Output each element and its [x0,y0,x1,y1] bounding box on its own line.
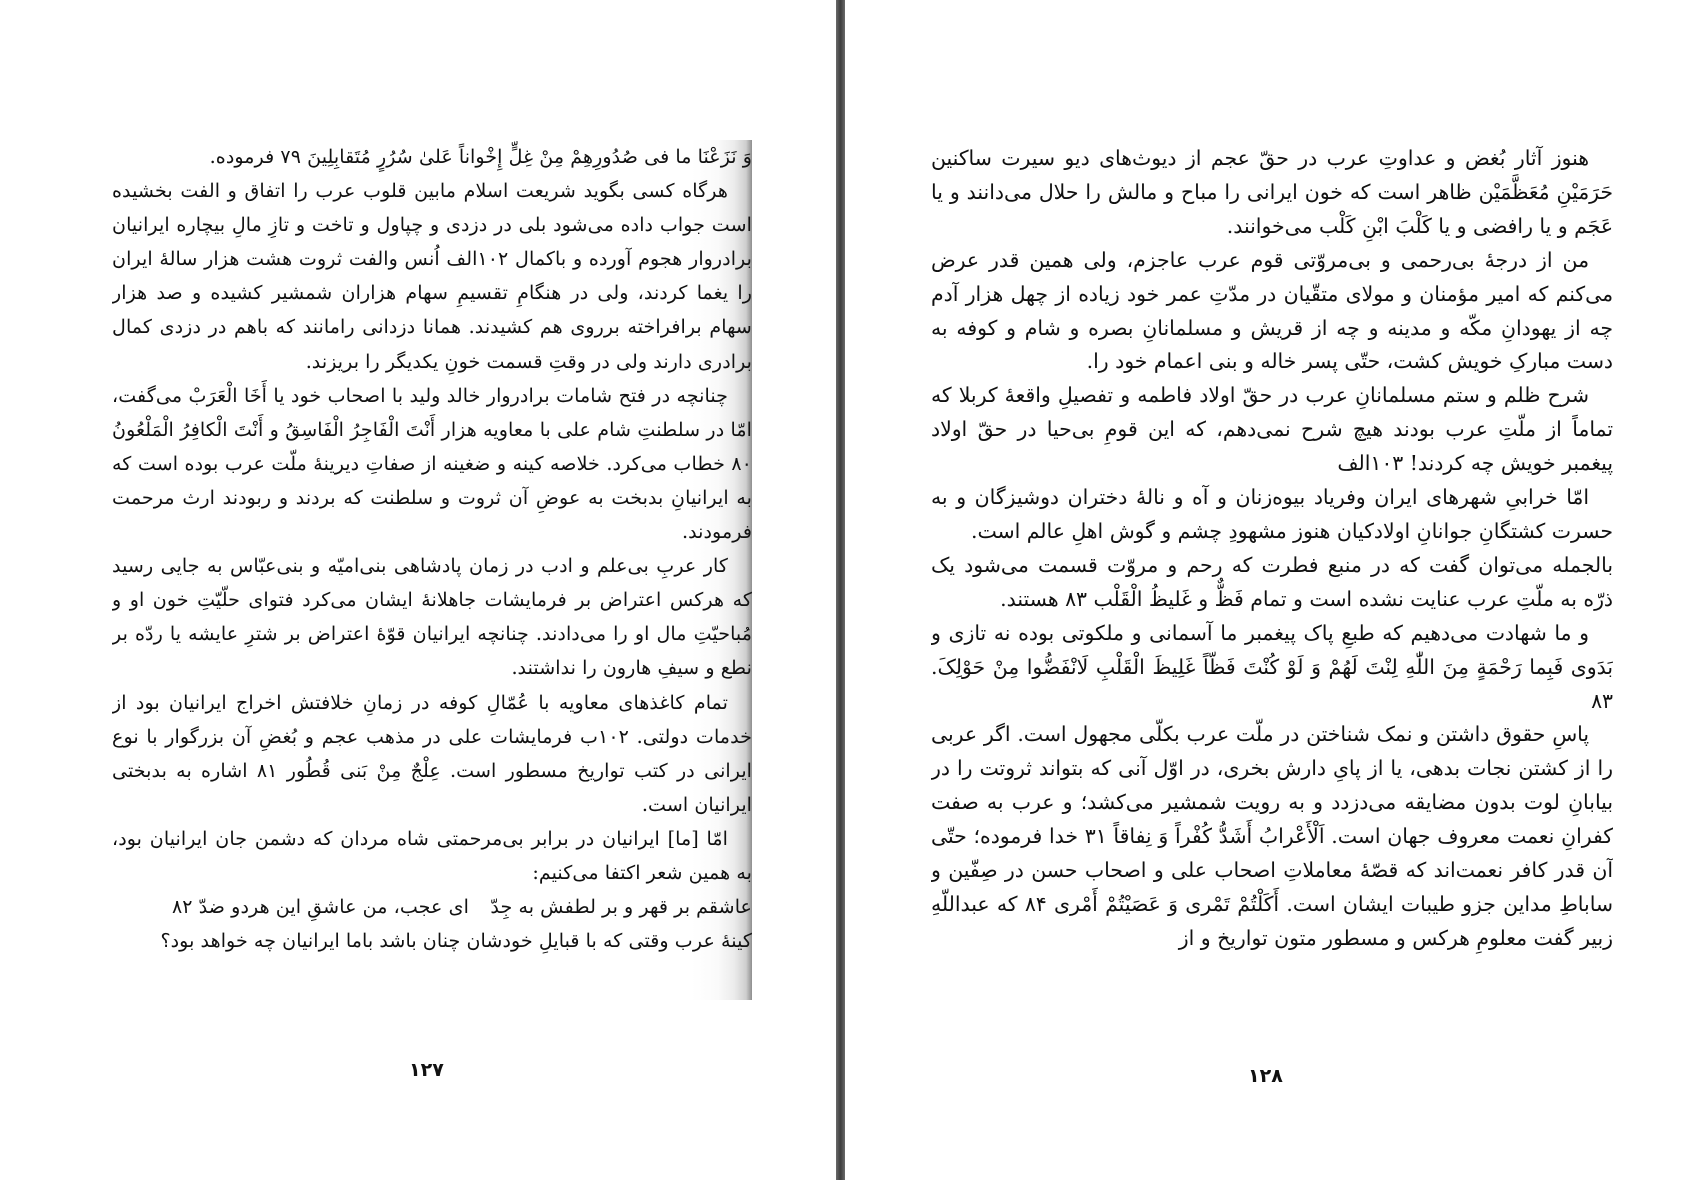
poem-verse [112,890,752,924]
verse-hemistich-second: ای عجب، من عاشقِ این هردو ضدّ ۸۲ [172,895,469,919]
right-page-text [931,142,1613,1004]
left-page [0,0,836,1180]
paragraph: هنوز آثار بُغض و عداوتِ عرب در حقّ عجم از دیوث‌های دیو سیرت ساکنین حَرَمَیْنِ مُعَظَّمَیْن ظاهر است که خون ایرانی را مباح و مالش را حلال می‌دانند و یا عَجَم و یا رافضی و یا کَلْبَ ابْنِ کَلْب می‌خوانند. [931,146,1613,238]
paragraph: تمام کاغذهای معاویه با عُمّالِ کوفه در زمانِ خلافتش اخراج ایرانیان بود از خدمات دولتی. ۱۰۲ب فرمایشات علی در مذهب عجم و بُغضِ آن بزرگوار با نوع ایرانی در کتب تواریخ مسطور است. عِلْجٌ مِنْ بَنی قُطُور ۸۱ اشاره به بدبختی ایرانیان است. [112,690,752,816]
paragraph: و ما شهادت می‌دهیم که طبعِ پاک پیغمبر ما آسمانی و ملکوتی بوده نه تازی و بَدَوی فَبِما رَحْمَةٍ مِنَ اللّٰهِ لِنْتَ لَهُمْ وَ لَوْ کُنْتَ فَظّاً غَلِیظَ الْقَلْبِ لَانْفَضُّوا مِنْ حَوْلِکَ. ۸۳ [931,620,1613,713]
verse-hemistich-first: عاشقم بر قهر و بر لطفش به جِدّ [490,895,752,919]
paragraph: پاسِ حقوق داشتن و نمک شناختن در ملّت عرب بکلّی مجهول است. اگر عربی را از کشتن نجات بدهی، یا از پایِ دارش بخری، در اوّل آنی که بتواند ثروتت را در بیابانِ لوت بدون مضایقه می‌دزدد و به رویت شمشیر می‌کشد؛ و عرب به صفت کفرانِ نعمت معروف جهان است. اَلْأَعْرابُ أَشَدُّ کُفْراً وَ نِفاقاً ۳۱ خدا فرموده؛ حتّی آن قدر کافر نعمت‌اند که قصّهٔ معاملاتِ اصحاب علی و اصحاب حسن در صِفّین و ساباطِ مداین جزو طیبات ایشان است. أَکَلْتُمْ تَمْری وَ عَصَیْتُمْ أَمْری ۸۴ که عبداللّهِ زبیر گفت معلومِ هرکس و مسطور متون تواریخ و از [931,722,1613,950]
left-page-text [112,140,752,1000]
paragraph: هرگاه کسی بگوید شریعت اسلام مابین قلوب عرب را اتفاق و الفت بخشیده است جواب داده می‌شود بلی در دزدی و چپاول و تاخت و تازِ مالِ بیچاره ایرانیان برادروار هجوم آورده و باکمال ۱۰۲الف اُنس والفت ثروت هشت هزار سالهٔ ایران را یغما کردند، ولی در هنگامِ تقسیمِ سهام هزاران شمشیر کشیده و صد هزار سهام برافراخته برروی هم کشیدند. همانا دزدانی رامانند که باهم در دزدی کمال برادری دارند ولی در وقتِ قسمت خونِ یکدیگر را بریزند. [112,179,752,373]
paragraph: چنانچه در فتح شامات برادروار خالد ولید با اصحاب خود یا أَخَا الْعَرَبْ می‌گفت، امّا در سلطنتِ شام علی با معاویه هزار أَنْتَ الْفَاجِرُ الْفَاسِقُ و أَنْتَ الْکافِرُ الْمَلْعُونُ ۸۰ خطاب می‌کرد. خلاصه کینه و ضغینه از صفاتِ دیرینهٔ ملّت عرب بوده است که به ایرانیانِ بدبخت به عوضِ آن ثروت و سلطنت که بردند و ربودند ارث مرحمت فرمودند. [112,383,752,544]
paragraph: من از درجهٔ بی‌رحمی و بی‌مروّتی قوم عرب عاجزم، ولی همین قدر عرض می‌کنم که امیر مؤمنان و مولای متقّیان در مدّتِ عمر خود زیاده از چهل هزار آدم چه از یهودانِ مکّه و مدینه و چه از قریش و مسلمانانِ بصره و شام و کوفه به دست مبارکِ خویش کشت، حتّی پسر خاله و بنی اعمام خود را. [931,247,1613,374]
right-page [845,0,1683,1180]
paragraph: وَ نَزَعْنَا ما فی صُدُورِهِمْ مِنْ غِلٍّ إِخْواناً عَلیٰ سُرُرٍ مُتَقابِلِینَ ۷۹ فرموده. [209,145,752,168]
page-number: ۱۲۸ [1248,1065,1283,1087]
paragraph: بالجمله می‌توان گفت که در منبع فطرت که رحم و مروّت قسمت می‌شود یک ذرّه به ملّتِ عرب عنایت نشده است و تمام فَظٌّ و غَلیظُ الْقَلْب ۸۳ هستند. [931,552,1613,611]
paragraph: شرح ظلم و ستم مسلمانانِ عرب در حقّ اولاد فاطمه و تفصیلِ واقعهٔ کربلا که تماماً از ملّتِ عرب بودند هیچ شرح نمی‌دهم، که این قومِ بی‌حیا در حقّ اولاد پیغمبر خویش چه کردند! ۱۰۳الف [931,383,1613,476]
book-gutter [836,0,845,1180]
paragraph: کینهٔ عرب وقتی که با قبایلِ خودشان چنان باشد باما ایرانیان چه خواهد بود؟ [160,929,752,953]
page-number: ۱۲۷ [409,1059,444,1081]
paragraph: کار عربِ بی‌علم و ادب در زمان پادشاهی بنی‌امیّه و بنی‌عبّاس به جایی رسید که هرکس اعتراض بر فرمایشات جاهلانهٔ ایشان می‌کرد فتوای حلّیّتِ خون او و مُباحیّتِ مال او را می‌دادند. چنانچه ایرانیان قوّهٔ اعتراض بر شترِ عایشه یا ردّه بر نطع و سیفِ هارون را نداشتند. [112,554,752,680]
paragraph: امّا خرابیِ شهرهای ایران وفریاد بیوه‌زنان و آه و نالهٔ دختران دوشیزگان و به حسرت کشتگانِ جوانانِ اولادکیان هنوز مشهودِ چشم و گوش اهلِ عالم است. [931,485,1613,543]
paragraph: امّا [ما] ایرانیان در برابر بی‌مرحمتی شاه مردان که دشمن جان ایرانیان بود، به همین شعر اکتفا می‌کنیم: [112,826,752,884]
